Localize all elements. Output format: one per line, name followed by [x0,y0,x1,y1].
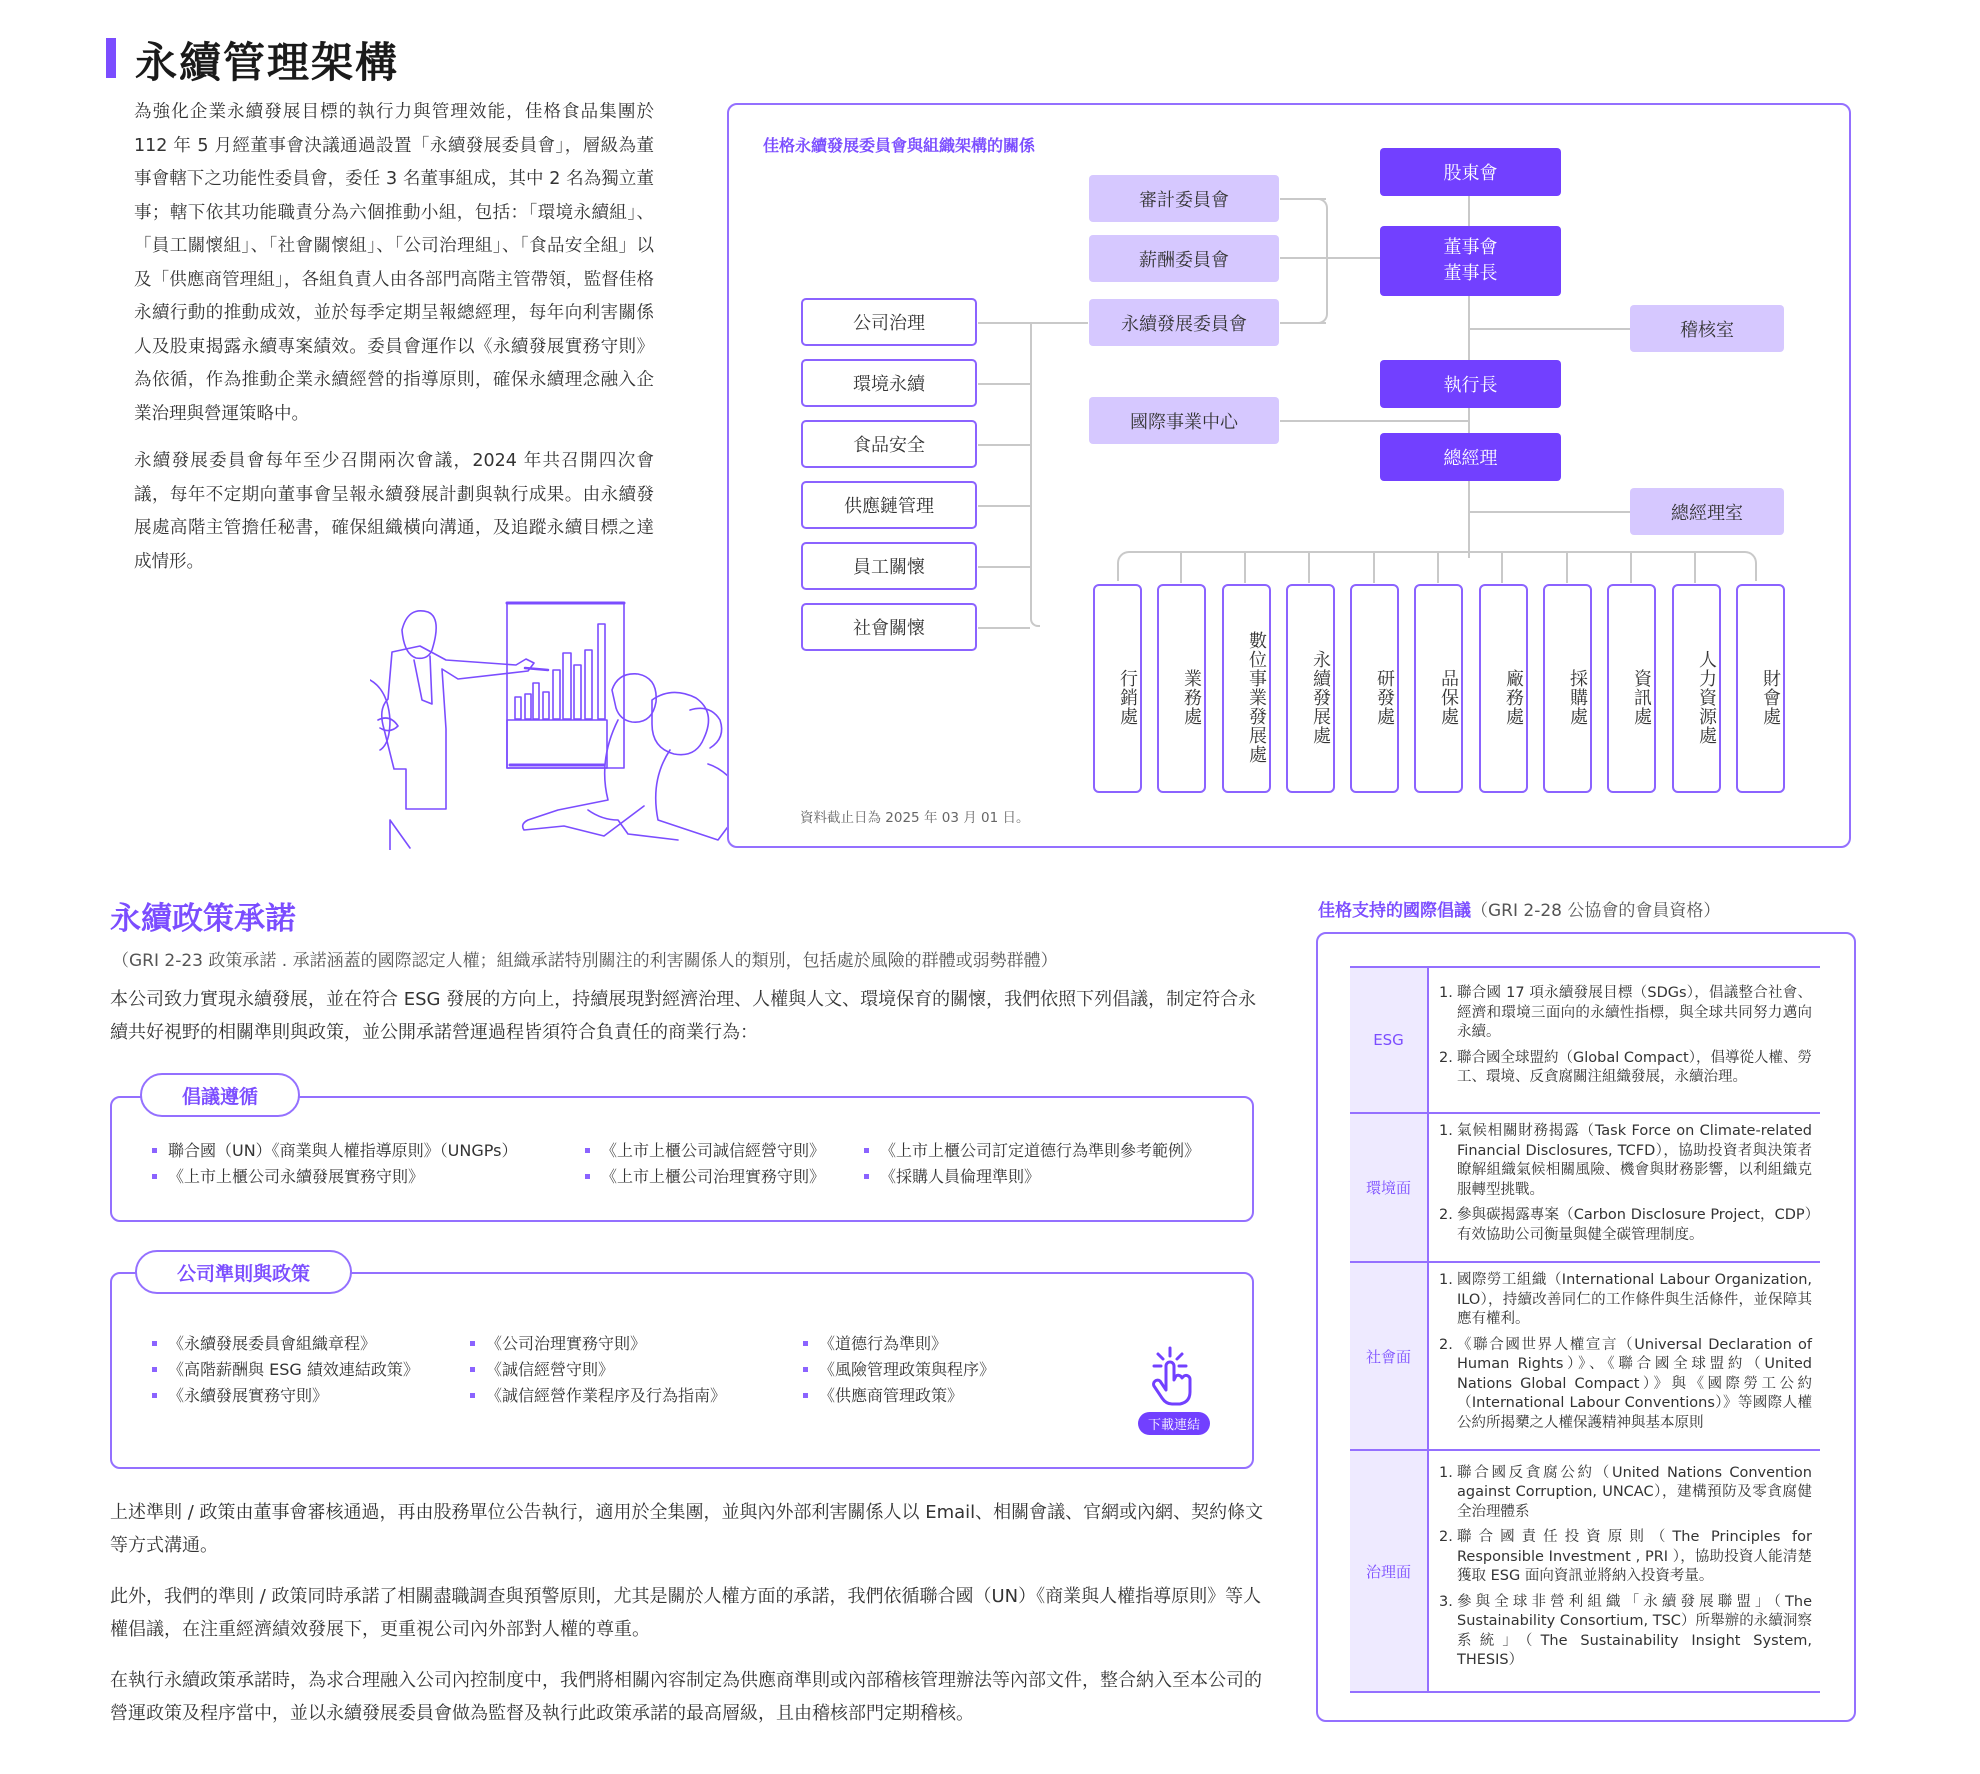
title-rest: （GRI 2-28 公協會的會員資格） [1471,901,1721,921]
item-text: 聯合國責任投資原則（The Principles for Responsible Investment , PRI ），協助投資人能清楚獲取 ESG 面向資訊並將納入投資考量。 [1457,1529,1812,1584]
connector [1630,553,1632,583]
connector [1566,553,1568,583]
initiative-item[interactable]: 《採購人員倫理準則》 [864,1164,1200,1190]
category-cell: 社會面 [1350,1262,1428,1450]
initiative-entry [1439,1528,1812,1587]
org-chart-caption: 佳格永續發展委員會與組織架構的關係 [763,136,1036,155]
data-cutoff-note: 資料截止日為 2025 年 03 月 01 日。 [800,810,1030,826]
connector [1501,553,1503,583]
table-row [1350,1450,1820,1692]
international-initiatives-table [1350,966,1820,1693]
org-node-ceo[interactable]: 執行長 [1380,360,1561,408]
item-text: 聯合國反貪腐公約（United Nations Convention against Corruption, UNCAC），建構預防及零貪腐健全治理體系 [1457,1464,1812,1520]
item-number: 2. [1439,1529,1453,1545]
initiative-item[interactable]: 聯合國（UN）《商業與人權指導原則》（UNGPs） [152,1138,517,1164]
policy-item[interactable]: 《道德行為準則》 [803,1331,995,1357]
policy-paragraph: 上述準則 / 政策由董事會審核通過，再由股務單位公告執行，適用於全集團，並與內外部利害關係人以 Email、相關會議、官網或內網、契約條文等方式溝通。 [110,1502,1264,1556]
department-item[interactable]: 數位事業發展處 [1222,584,1271,793]
initiatives-column [585,1138,825,1190]
policy-item[interactable]: 《永續發展實務守則》 [152,1383,419,1409]
connector [978,566,1030,568]
initiative-item[interactable]: 《上市上櫃公司訂定道德行為準則參考範例》 [864,1138,1200,1164]
category-cell: ESG [1350,967,1428,1113]
connector [1244,553,1246,583]
initiatives-column [152,1138,517,1190]
policy-item[interactable]: 《供應商管理政策》 [803,1383,995,1409]
org-node-board[interactable] [1380,226,1561,296]
category-cell: 環境面 [1350,1113,1428,1262]
table-row [1350,967,1820,1113]
item-text: 參與全球非營利組織「永續發展聯盟」（The Sustainability Consortium, TSC）所舉辦的永續洞察系統」（The Sustainability Insight System, THESIS） [1457,1593,1812,1668]
department-item[interactable]: 廠務處 [1479,584,1528,793]
items-cell [1428,1262,1820,1450]
item-text: 參與碳揭露專案（Carbon Disclosure Project，CDP）有效協助公司衡量與健全碳管理制度。 [1457,1207,1812,1243]
org-node-president-office[interactable]: 總經理室 [1630,488,1784,535]
department-item[interactable]: 研發處 [1350,584,1399,793]
items-cell [1428,1450,1820,1692]
department-item[interactable]: 財會處 [1736,584,1785,793]
policies-column [803,1331,995,1409]
policy-section-title: 永續政策承諾 [110,901,296,937]
initiative-entry [1439,1271,1812,1330]
item-number: 1. [1439,985,1453,1002]
org-node-international-center[interactable]: 國際事業中心 [1089,397,1279,444]
category-cell: 治理面 [1350,1450,1428,1692]
connector [1694,553,1696,583]
connector [978,444,1030,446]
initiative-entry [1439,984,1812,1043]
item-number: 1. [1439,1272,1453,1288]
connector [1180,553,1182,583]
org-node-president[interactable]: 總經理 [1380,433,1561,481]
policy-item[interactable]: 《永續發展委員會組織章程》 [152,1331,419,1357]
initiative-entry [1439,1464,1812,1523]
policies-tag: 公司準則與政策 [135,1250,352,1294]
table-row [1350,1262,1820,1450]
department-item[interactable]: 永續發展處 [1286,584,1335,793]
item-text: 聯合國全球盟約（Global Compact），倡導從人權、勞工、環境、反貪腐關注組織發展，永續治理。 [1457,1049,1812,1086]
policy-item[interactable]: 《風險管理政策與程序》 [803,1357,995,1383]
connector [1437,553,1439,583]
department-item[interactable]: 資訊處 [1607,584,1656,793]
item-number: 1. [1439,1123,1453,1139]
policies-column [152,1331,419,1409]
initiative-entry [1439,1206,1812,1245]
initiative-entry [1439,1336,1812,1434]
working-group-item[interactable]: 食品安全 [801,420,977,468]
initiative-entry [1439,1122,1812,1200]
governance-intro [134,96,654,593]
page-title: 永續管理架構 [135,38,400,87]
org-node-audit-committee[interactable]: 審計委員會 [1089,175,1279,222]
connector [1373,553,1375,583]
initiatives-column [864,1138,1200,1190]
item-number: 1. [1439,1464,1453,1481]
item-text: 聯合國 17 項永續發展目標（SDGs），倡議整合社會、經濟和環境三面向的永續性指標，與全球共同努力邁向永續。 [1457,985,1812,1041]
presenter-illustration [370,600,750,850]
department-item[interactable]: 人力資源處 [1672,584,1721,793]
org-node-audit-office[interactable]: 稽核室 [1630,305,1784,352]
board-label: 董事會 [1443,237,1498,258]
connector [1328,257,1380,259]
working-group-item[interactable]: 公司治理 [801,298,977,346]
items-cell [1428,967,1820,1113]
policies-column [470,1331,726,1409]
item-number: 2. [1439,1049,1453,1066]
department-item[interactable]: 採購處 [1543,584,1592,793]
item-text: 國際勞工組織（International Labour Organization, ILO），持續改善同仁的工作條件與生活條件，並保障其應有權利。 [1457,1272,1812,1327]
working-group-item[interactable]: 供應鏈管理 [801,481,977,529]
connector [1470,511,1630,513]
initiative-item[interactable]: 《上市上櫃公司永續發展實務守則》 [152,1164,517,1190]
chairman-label: 董事長 [1443,263,1498,284]
item-number: 2. [1439,1207,1453,1223]
title-accent-bar [106,38,116,78]
org-node-shareholders[interactable]: 股東會 [1380,148,1561,196]
initiative-item[interactable]: 《上市上櫃公司誠信經營守則》 [585,1138,825,1164]
policy-paragraph: 在執行永續政策承諾時，為求合理融入公司內控制度中，我們將相關內容制定為供應商準則或內部稽核管理辦法等內部文件，整合納入至本公司的營運政策及程序當中，並以永續發展委員會做為監督及執行此政策承諾的最高層級，且由稽核部門定期稽核。 [110,1670,1262,1724]
policy-paragraph: 此外，我們的準則 / 政策同時承諾了相關盡職調查與預警原則，尤其是關於人權方面的承諾，我們依循聯合國（UN）《商業與人權指導原則》等人權倡議，在注重經濟績效發展下，更重視公司內外部對人權的尊重。 [110,1586,1262,1640]
org-node-sustainability-committee[interactable]: 永續發展委員會 [1089,299,1279,346]
connector [1280,420,1470,422]
working-group-spine [1030,322,1040,627]
policy-item[interactable]: 《公司治理實務守則》 [470,1331,726,1357]
committee-bracket [1310,198,1328,324]
working-group-item[interactable]: 環境永續 [801,359,977,407]
connector [978,383,1030,385]
connector [978,505,1030,507]
policy-item[interactable]: 《誠信經營作業程序及行為指南》 [470,1383,726,1409]
policy-intro: 本公司致力實現永續發展，並在符合 ESG 發展的方向上，持續展現對經濟治理、人權與人文、環境保育的關懷，我們依照下列倡議，制定符合永續共好視野的相關準則與政策，並公開承諾營運過程皆須符合負責任的商業行為： [110,989,1257,1043]
item-number: 3. [1439,1593,1453,1610]
title-highlight: 佳格支持的國際倡議 [1318,901,1471,921]
policy-item[interactable]: 《誠信經營守則》 [470,1357,726,1383]
department-item[interactable]: 行銷處 [1093,584,1142,793]
policy-section-subtitle: （GRI 2-23 政策承諾 . 承諾涵蓋的國際認定人權；組織承諾特別關注的利害關係人的類別，包括處於風險的群體或弱勢群體） [112,951,1058,971]
working-group-item[interactable]: 員工關懷 [801,542,977,590]
hand-pointer-click-icon[interactable] [1150,1346,1198,1406]
initiative-entry [1439,1049,1812,1088]
intro-paragraph: 為強化企業永續發展目標的執行力與管理效能，佳格食品集團於 112 年 5 月經董事會決議通過設置「永續發展委員會」，層級為董事會轄下之功能性委員會，委任 3 名董事組成，其中 2 名為獨立董事；轄下依其功能職責分為六個推動小組，包括：「環境永續組」、「員工關懷組」、「社會關懷組」、「公司治理組」、「食品安全組」以及「供應商管理組」，各組負責人由各部門高階主管帶領，監督佳格永續行動的推動成效，並於每季定期呈報總經理，每年向利害關係人及股東揭露永續專案績效。委員會運作以《永續發展實務守則》為依循，作為推動企業永續經營的指導原則，確保永續理念融入企業治理與營運策略中。 [134,102,654,424]
download-link-button[interactable]: 下載連結 [1138,1412,1210,1435]
working-group-item[interactable]: 社會關懷 [801,603,977,651]
item-number: 2. [1439,1336,1453,1353]
item-text: 《聯合國世界人權宣言（Universal Declaration of Human Rights）》、《聯合國全球盟約（United Nations Global Compact）》與《國際勞工公約（International Labour Conventions）》等國際人權公約所揭櫫之人權保護精神與基本原則 [1457,1336,1812,1431]
connector [978,627,1030,629]
initiative-item[interactable]: 《上市上櫃公司治理實務守則》 [585,1164,825,1190]
items-cell [1428,1113,1820,1262]
connector [1308,553,1310,583]
policy-item[interactable]: 《高階薪酬與 ESG 績效連結政策》 [152,1357,419,1383]
initiatives-tag: 倡議遵循 [140,1073,300,1117]
item-text: 氣候相關財務揭露（Task Force on Climate-related Financial Disclosures, TCFD），協助投資者與決策者瞭解組織氣候相關風險、機會與財務影響，以利組織克服轉型挑戰。 [1457,1123,1812,1198]
connector [1470,328,1630,330]
department-item[interactable]: 品保處 [1414,584,1463,793]
org-node-remuneration-committee[interactable]: 薪酬委員會 [1089,235,1279,282]
intro-paragraph: 永續發展委員會每年至少召開兩次會議，2024 年共召開四次會議，每年不定期向董事會呈報永續發展計劃與執行成果。由永續發展處高階主管擔任秘書，確保組織橫向溝通，及追蹤永續目標之達成情形。 [134,451,654,572]
table-row [1350,1113,1820,1262]
department-item[interactable]: 業務處 [1157,584,1206,793]
initiative-entry [1439,1593,1812,1671]
international-initiatives-title [1318,896,1720,921]
